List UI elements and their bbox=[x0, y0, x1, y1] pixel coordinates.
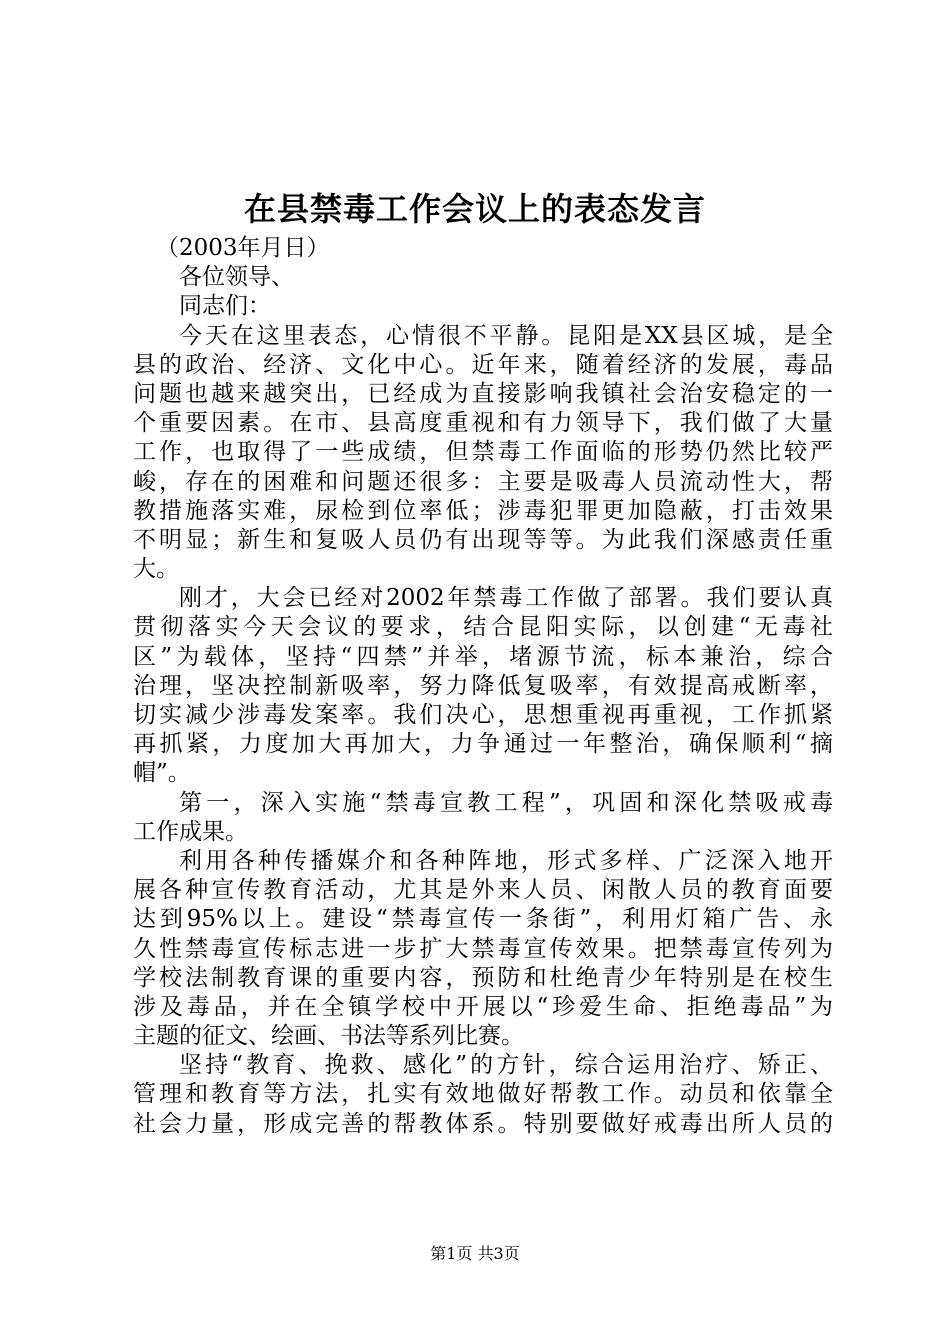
paragraph bbox=[133, 789, 833, 847]
paragraph-line: 贯彻落实今天会议的要求，结合昆阳实际，以创建“无毒社 bbox=[133, 614, 833, 641]
paragraph-line: 问题也越来越突出，已经成为直接影响我镇社会治安稳定的一 bbox=[133, 380, 833, 407]
paragraph-line: 不明显；新生和复吸人员仍有出现等等。为此我们深感责任重 bbox=[133, 526, 833, 553]
paragraph bbox=[133, 1051, 833, 1139]
paragraph-line: 治理，坚决控制新吸率，努力降低复吸率，有效提高戒断率， bbox=[133, 672, 833, 699]
paragraph-line: 达到95%以上。建设“禁毒宣传一条街”，利用灯箱广告、永 bbox=[133, 906, 833, 933]
paragraph-line: 大。 bbox=[133, 556, 179, 583]
paragraph-line: 区”为载体，坚持“四禁”并举，堵源节流，标本兼治，综合 bbox=[133, 643, 833, 670]
paragraph-line: 坚持“教育、挽救、感化”的方针，综合运用治疗、矫正、 bbox=[179, 1052, 833, 1079]
salutation-line: 同志们： bbox=[179, 293, 271, 320]
salutation-line: 各位领导、 bbox=[179, 264, 294, 291]
paragraph-line: 利用各种传播媒介和各种阵地，形式多样、广泛深入地开 bbox=[179, 847, 833, 874]
paragraph-line: 社会力量，形成完善的帮教体系。特别要做好戒毒出所人员的 bbox=[133, 1110, 833, 1137]
paragraph-line: 学校法制教育课的重要内容，预防和杜绝青少年特别是在校生 bbox=[133, 964, 833, 991]
paragraph-line: 帽”。 bbox=[133, 760, 191, 787]
paragraph-line: 工作成果。 bbox=[133, 818, 248, 845]
paragraph bbox=[133, 847, 833, 1051]
paragraph-line: 峻，存在的困难和问题还很多：主要是吸毒人员流动性大，帮 bbox=[133, 468, 833, 495]
paragraph-line: 刚才，大会已经对2002年禁毒工作做了部署。我们要认真 bbox=[179, 585, 833, 612]
date-line: （2003年月日） bbox=[156, 235, 330, 261]
paragraph-line: 县的政治、经济、文化中心。近年来，随着经济的发展，毒品 bbox=[133, 351, 833, 378]
page-footer: 第1页 共3页 bbox=[430, 1244, 520, 1263]
paragraph-line: 第一，深入实施“禁毒宣教工程”，巩固和深化禁吸戒毒 bbox=[179, 789, 833, 816]
paragraph-line: 切实减少涉毒发案率。我们决心，思想重视再重视，工作抓紧 bbox=[133, 702, 833, 728]
paragraph-line: 教措施落实难，尿检到位率低；涉毒犯罪更加隐蔽，打击效果 bbox=[133, 497, 833, 524]
document-body bbox=[133, 234, 833, 1139]
paragraph-line: 涉及毒品，并在全镇学校中开展以“珍爱生命、拒绝毒品”为 bbox=[133, 993, 833, 1020]
paragraph-line: 今天在这里表态，心情很不平静。昆阳是XX县区城，是全 bbox=[179, 322, 833, 349]
paragraph-line: 管理和教育等方法，扎实有效地做好帮教工作。动员和依靠全 bbox=[133, 1081, 833, 1108]
paragraph-line: 个重要因素。在市、县高度重视和有力领导下，我们做了大量 bbox=[133, 410, 833, 437]
paragraph bbox=[133, 584, 833, 788]
document-title: 在县禁毒工作会议上的表态发言 bbox=[243, 190, 706, 228]
paragraph-container bbox=[133, 322, 833, 1139]
paragraph-line: 展各种宣传教育活动，尤其是外来人员、闲散人员的教育面要 bbox=[133, 877, 833, 904]
paragraph bbox=[133, 322, 833, 585]
paragraph-line: 工作，也取得了一些成绩，但禁毒工作面临的形势仍然比较严 bbox=[133, 439, 833, 466]
paragraph-line: 再抓紧，力度加大再加大，力争通过一年整治，确保顺利“摘 bbox=[133, 731, 833, 758]
paragraph-line: 久性禁毒宣传标志进一步扩大禁毒宣传效果。把禁毒宣传列为 bbox=[133, 935, 833, 962]
paragraph-line: 主题的征文、绘画、书法等系列比赛。 bbox=[133, 1023, 524, 1050]
